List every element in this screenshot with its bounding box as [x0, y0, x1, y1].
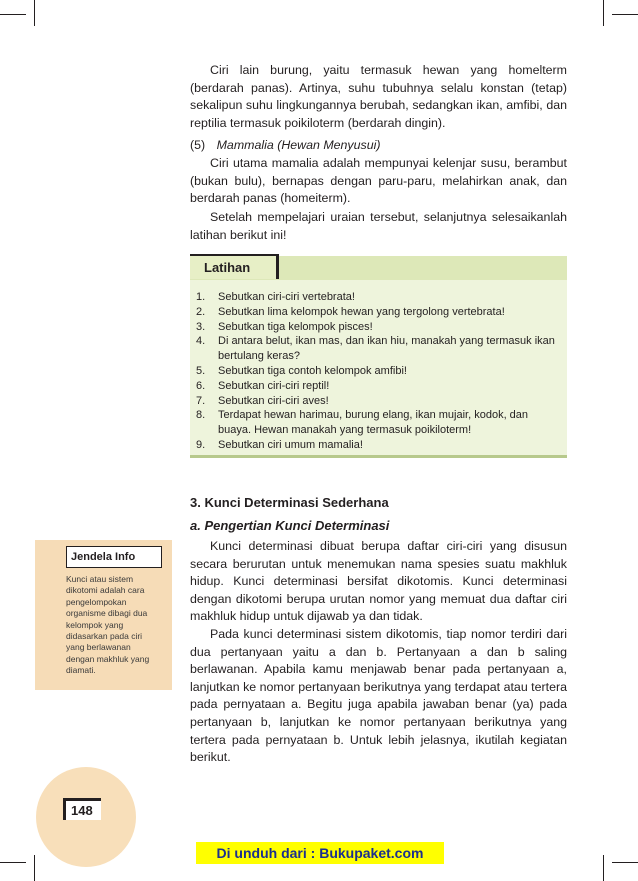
- jendela-info-text: Kunci atau sistem dikotomi adalah cara pengelompokan organisme dibagi dua kelompok yang didasarkan pada ciri yang berlawanan dengan makhluk yang diamati.: [66, 574, 150, 676]
- latihan-box: [190, 280, 567, 458]
- item-number: 9.: [196, 438, 206, 451]
- item-text: Sebutkan ciri-ciri vertebrata!: [218, 291, 355, 303]
- list-item: [196, 290, 557, 305]
- latihan-title: Latihan: [204, 260, 251, 275]
- mammalia-number: (5): [190, 138, 206, 152]
- paragraph-next: Setelah mempelajari uraian tersebut, selanjutnya selesaikanlah latihan berikut ini!: [190, 210, 567, 242]
- list-item: [196, 394, 557, 409]
- list-item: [196, 320, 557, 335]
- item-text: Sebutkan tiga contoh kelompok amfibi!: [218, 364, 407, 377]
- item-text: Sebutkan ciri-ciri aves!: [218, 394, 329, 407]
- crop-mark: [0, 14, 26, 15]
- mammalia-heading: [190, 137, 567, 155]
- list-item: [196, 408, 557, 438]
- item-number: 5.: [196, 364, 206, 377]
- crop-mark: [34, 0, 35, 26]
- item-number: 3.: [196, 320, 206, 333]
- crop-mark: [612, 14, 638, 15]
- list-item: [196, 364, 557, 379]
- download-banner: Di unduh dari : Bukupaket.com: [196, 842, 444, 864]
- list-item: [196, 305, 557, 320]
- item-text: Di antara belut, ikan mas, dan ikan hiu, manakah yang termasuk ikan bertulang keras?: [218, 335, 555, 363]
- crop-mark: [34, 855, 35, 881]
- item-number: 2.: [196, 305, 206, 318]
- list-item: [196, 379, 557, 394]
- item-text: Sebutkan ciri umum mamalia!: [218, 438, 363, 451]
- item-text: Sebutkan lima kelompok hewan yang tergolong vertebrata!: [218, 305, 505, 318]
- crop-mark: [603, 0, 604, 26]
- page-number: 148: [63, 798, 101, 820]
- mammalia-title: Mammalia (Hewan Menyusui): [216, 138, 381, 152]
- item-text: Sebutkan ciri-ciri reptil!: [218, 379, 330, 392]
- section-heading: 3. Kunci Determinasi Sederhana: [190, 495, 389, 510]
- crop-mark: [0, 862, 26, 863]
- list-item: [196, 334, 557, 364]
- crop-mark: [603, 855, 604, 881]
- paragraph-burung: Ciri lain burung, yaitu termasuk hewan yang homelterm (berdarah panas). Artinya, suhu tubuhnya selalu konstan (tetap) sekalipun suhu lingkungannya berubah, sedangkan ikan, amfibi, dan reptilia termasuk poikiloterm (berdarah dingin).: [190, 63, 567, 130]
- item-number: 7.: [196, 394, 206, 407]
- item-number: 4.: [196, 335, 206, 348]
- item-number: 8.: [196, 409, 206, 422]
- item-text: Sebutkan tiga kelompok pisces!: [218, 320, 373, 333]
- latihan-tab: [190, 254, 279, 279]
- paragraph-kunci-2: Pada kunci determinasi sistem dikotomis, tiap nomor terdiri dari dua pertanyaan yaitu a dan b. Pertanyaan a dan b saling berlawanan. Apabila kamu menjawab benar pada pertanyaan a, lanjutkan ke nomor pertanyaan berikutnya yang terdapat atau tertera pada pernyataan a. Begitu juga apabila jawaban benar (ya) pada pertanyaan b, lanjutkan ke nomor pertanyaan berikutnya yang tertera pada pernyataan b. Untuk lebih jelasnya, ikutilah kegiatan berikut.: [190, 627, 567, 765]
- item-text: Terdapat hewan harimau, burung elang, ikan mujair, kodok, dan buaya. Hewan manakah yang termasuk poikiloterm!: [218, 409, 529, 437]
- latihan-list: [190, 280, 567, 453]
- list-item: [196, 438, 557, 453]
- paragraph-kunci-1: Kunci determinasi dibuat berupa daftar ciri-ciri yang disusun secara berurutan untuk menemukan nama spesies suatu makhluk hidup. Kunci determinasi bersifat dikotomis. Kunci determinasi dengan dikotomi berupa urutan nomor yang memuat dua daftar ciri makhluk hidup untuk dijawab ya dan tidak.: [190, 539, 567, 624]
- subsection-heading: a. Pengertian Kunci Determinasi: [190, 518, 390, 533]
- item-number: 1.: [196, 291, 206, 303]
- crop-mark: [612, 862, 638, 863]
- paragraph-mammalia: Ciri utama mamalia adalah mempunyai kelenjar susu, berambut (bukan bulu), bernapas dengan paru-paru, melahirkan anak, dan berdarah panas (homeiterm).: [190, 156, 567, 206]
- jendela-info-title: Jendela Info: [66, 546, 162, 568]
- item-number: 6.: [196, 379, 206, 392]
